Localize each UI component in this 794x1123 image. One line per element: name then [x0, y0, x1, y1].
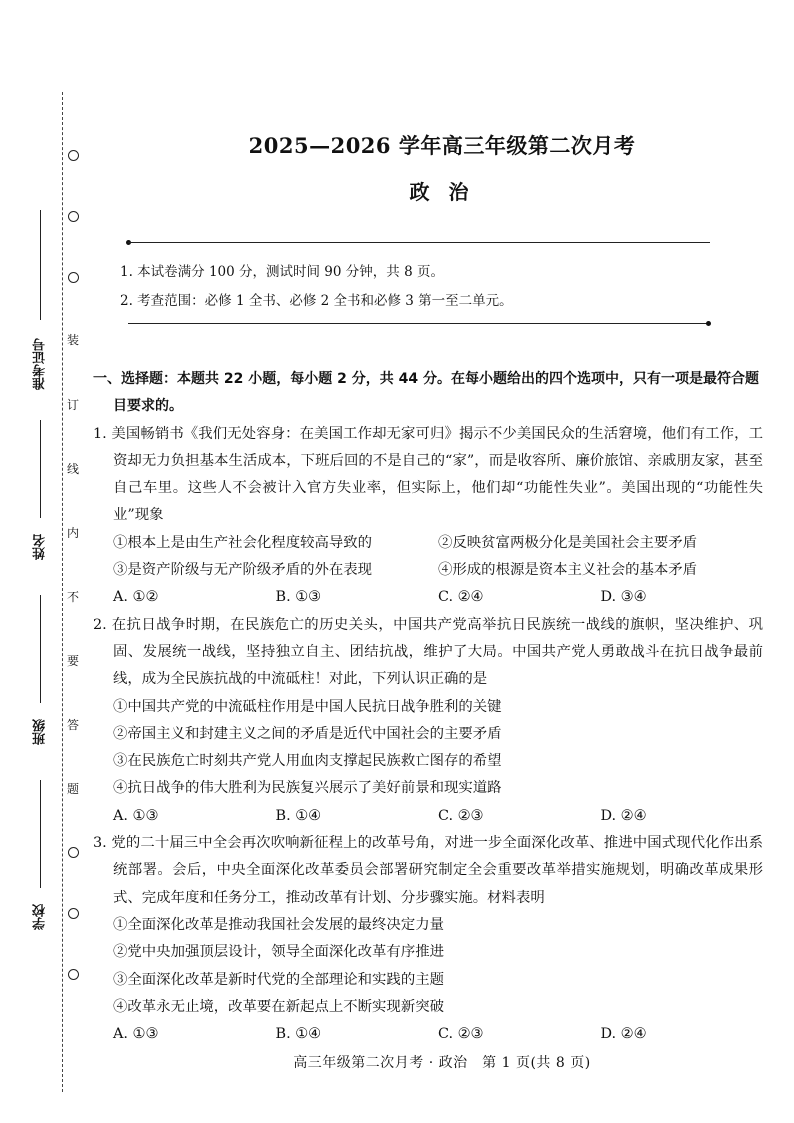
option-statement: ③是资产阶级与无产阶级矛盾的外在表现 — [113, 562, 373, 579]
choice-c[interactable]: C. ②③ — [438, 807, 484, 824]
binding-char: 不 — [66, 589, 79, 604]
binding-hole-circle — [68, 272, 79, 283]
note-item: 1. 本试卷满分 100 分，测试时间 90 分钟，共 8 页。 — [120, 264, 444, 280]
school-line[interactable] — [40, 780, 41, 888]
binding-hole-circle — [68, 908, 79, 919]
question-3 — [93, 830, 763, 1048]
option-statement: ④形成的根源是资本主义社会的基本矛盾 — [438, 562, 698, 579]
choice-b[interactable]: B. ①③ — [275, 589, 322, 606]
choice-c[interactable]: C. ②④ — [438, 589, 484, 606]
binding-hole-circle — [68, 847, 79, 858]
option-statement: ④改革永无止境，改革要在新起点上不断实现新突破 — [113, 998, 444, 1015]
choice-c[interactable]: C. ②③ — [438, 1026, 484, 1043]
exam-number-line[interactable] — [40, 210, 41, 320]
choice-d[interactable]: D. ③④ — [600, 589, 647, 606]
option-statement: ①全面深化改革是推动我国社会发展的最终决定力量 — [113, 916, 444, 933]
question-stem: 3. 党的二十届三中全会再次吹响新征程上的改革号角，对进一步全面深化改革、推进中国式现代化作出系统部署。会后，中央全面深化改革委员会部署研究制定全会重要改革举措实施规划，明确改革成果形式、完成年度和任务分工，推动改革有计划、分步骤实施。材料表明 — [93, 835, 763, 906]
class-label: 班级 — [33, 719, 48, 745]
answer-choices — [93, 584, 763, 611]
choice-a[interactable]: A. ①③ — [113, 1026, 159, 1043]
exam-number-label: 准考证号 — [33, 338, 48, 390]
binding-dashed-line — [62, 92, 63, 1092]
question-area — [93, 366, 763, 1048]
school-label: 学校 — [33, 904, 48, 930]
binding-hole-circle — [68, 150, 79, 161]
binding-column — [64, 150, 82, 980]
option-row — [93, 557, 763, 584]
choice-a[interactable]: A. ①③ — [113, 807, 159, 824]
option-row — [93, 530, 763, 557]
choice-d[interactable]: D. ②④ — [600, 807, 647, 824]
binding-char: 答 — [66, 718, 79, 733]
binding-char: 题 — [66, 782, 79, 797]
note-item: 2. 考查范围：必修 1 全书、必修 2 全书和必修 3 第一至二单元。 — [120, 293, 513, 309]
option-statement: ③在民族危亡时刻共产党人用血肉支撑起民族救亡图存的希望 — [113, 753, 502, 770]
binding-char: 订 — [66, 397, 79, 412]
question-stem: 1. 美国畅销书《我们无处容身：在美国工作却无家可归》揭示不少美国民众的生活窘境，他们有工作，工资却无力负担基本生活成本，下班后回的不是自己的“家”，而是收容所、廉价旅馆、亲戚朋友家，甚至自己车里。这些人不会被计入官方失业率，但实际上，他们却“功能性失业”。美国出现的“功能性失业”现象 — [93, 425, 763, 524]
question-stem: 2. 在抗日战争时期，在民族危亡的历史关头，中国共产党高举抗日民族统一战线的旗帜，坚决维护、巩固、发展统一战线，坚持独立自主、团结抗战，维护了大局。中国共产党人勇敢战斗在抗日战争最前线，成为全民族抗战的中流砥柱！对此，下列认识正确的是 — [93, 616, 763, 688]
name-label: 姓名 — [33, 534, 48, 560]
choice-a[interactable]: A. ①② — [113, 589, 159, 606]
option-statement: ③全面深化改革是新时代党的全部理论和实践的主题 — [113, 971, 444, 988]
binding-char: 线 — [66, 461, 79, 476]
choice-d[interactable]: D. ②④ — [600, 1026, 647, 1043]
binding-hole-circle — [68, 211, 79, 222]
top-rule — [128, 242, 710, 243]
option-statement: ①根本上是由生产社会化程度较高导致的 — [113, 534, 373, 551]
bottom-rule — [128, 323, 710, 324]
subject-title: 政 治 — [409, 180, 475, 204]
question-1 — [93, 421, 763, 612]
answer-choices — [93, 803, 763, 830]
option-statement: ①中国共产党的中流砥柱作用是中国人民抗日战争胜利的关键 — [113, 698, 502, 715]
exam-title: 2025—2026 学年高三年级第二次月考 — [248, 133, 636, 158]
name-line[interactable] — [40, 420, 41, 518]
binding-char: 要 — [66, 654, 79, 669]
option-statement: ④抗日战争的伟大胜利为民族复兴展示了美好前景和现实道路 — [113, 780, 502, 797]
binding-char: 内 — [66, 525, 79, 540]
page-footer: 高三年级第二次月考 · 政治 第 1 页(共 8 页) — [293, 1055, 591, 1071]
question-2 — [93, 612, 763, 830]
option-statement: ②反映贫富两极分化是美国社会主要矛盾 — [438, 534, 698, 551]
option-statement: ②党中央加强顶层设计，领导全面深化改革有序推进 — [113, 944, 444, 961]
answer-choices — [93, 1021, 763, 1048]
binding-hole-circle — [68, 969, 79, 980]
rule-dot-right — [706, 321, 711, 326]
choice-b[interactable]: B. ①④ — [275, 807, 322, 824]
choice-b[interactable]: B. ①④ — [275, 1026, 322, 1043]
option-statement: ②帝国主义和封建主义之间的矛盾是近代中国社会的主要矛盾 — [113, 725, 502, 742]
section-heading: 一、选择题：本题共 22 小题，每小题 2 分，共 44 分。在每小题给出的四个选项中，只有一项是最符合题目要求的。 — [93, 371, 759, 415]
exam-notes — [120, 258, 513, 316]
class-line[interactable] — [40, 595, 41, 703]
binding-char: 装 — [66, 333, 79, 348]
